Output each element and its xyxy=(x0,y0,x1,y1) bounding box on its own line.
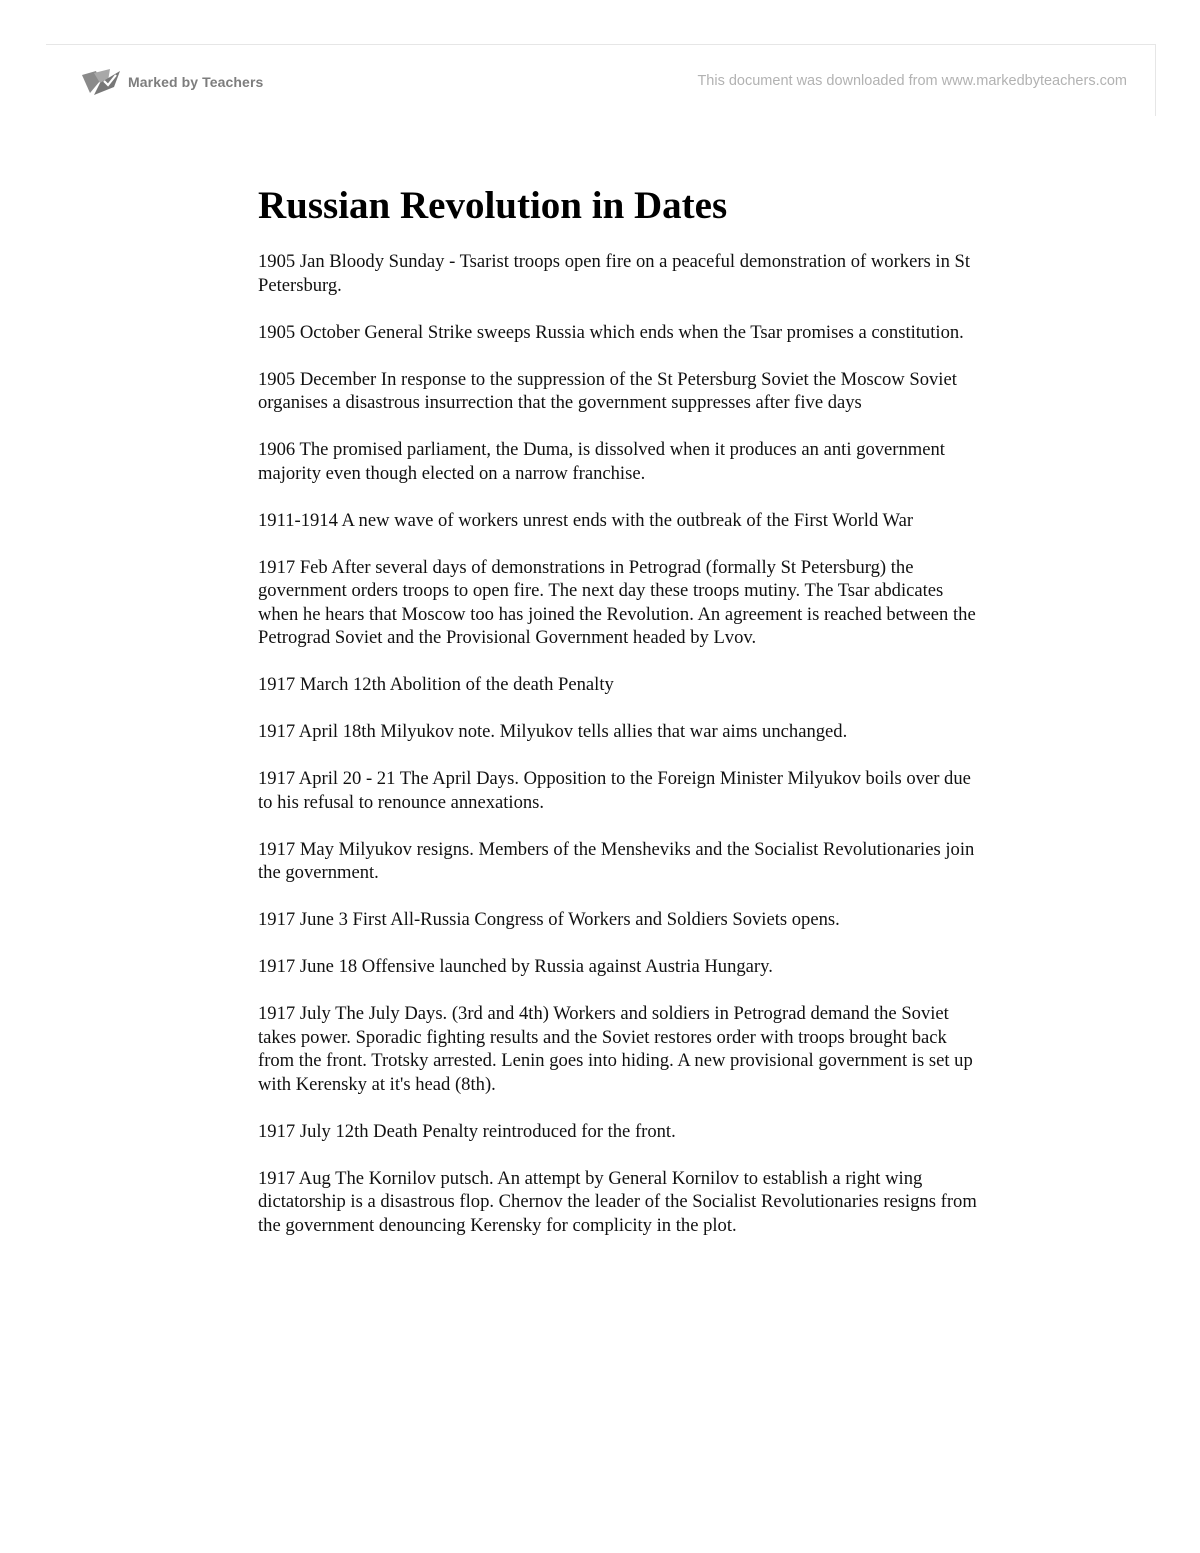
timeline-entry: 1911-1914 A new wave of workers unrest ends with the outbreak of the First World War xyxy=(258,509,914,531)
timeline-list xyxy=(258,250,978,1237)
timeline-entry: 1917 April 18th Milyukov note. Milyukov tells allies that war aims unchanged. xyxy=(258,721,848,742)
document-body xyxy=(258,182,978,1261)
site-logo[interactable] xyxy=(80,67,263,97)
timeline-entry: 1905 Jan Bloody Sunday - Tsarist troops open fire on a peaceful demonstration of workers in St Petersburg. xyxy=(258,251,971,296)
timeline-entry: 1906 The promised parliament, the Duma, is dissolved when it produces an anti government majority even though elected on a narrow franchise. xyxy=(258,439,945,484)
timeline-entry: 1917 Feb After several days of demonstrations in Petrograd (formally St Petersburg) the government orders troops to open fire. The next day these troops mutiny. The Tsar abdicates when he hears that Moscow too has joined the Revolution. An agreement is reached between the Petrograd Soviet and the Provisional Government headed by Lvov. xyxy=(258,556,976,648)
timeline-entry: 1917 March 12th Abolition of the death Penalty xyxy=(258,674,614,695)
timeline-entry: 1917 June 18 Offensive launched by Russia against Austria Hungary. xyxy=(258,956,773,977)
timeline-entry: 1917 April 20 - 21 The April Days. Opposition to the Foreign Minister Milyukov boils over due to his refusal to renounce annexations. xyxy=(258,768,971,813)
timeline-entry: 1917 Aug The Kornilov putsch. An attempt by General Kornilov to establish a right wing dictatorship is a disastrous flop. Chernov the leader of the Socialist Revolutionaries resigns from the government denouncing Kerensky for complicity in the plot. xyxy=(258,1167,977,1236)
timeline-entry: 1917 July 12th Death Penalty reintroduced for the front. xyxy=(258,1120,676,1142)
header-banner xyxy=(46,44,1156,116)
timeline-entry: 1917 June 3 First All-Russia Congress of Workers and Soldiers Soviets opens. xyxy=(258,909,840,930)
marked-by-teachers-logo-icon xyxy=(80,67,122,97)
download-source-note[interactable]: This document was downloaded from www.markedbyteachers.com xyxy=(697,73,1127,89)
logo-text: Marked by Teachers xyxy=(128,74,264,90)
timeline-entry: 1905 December In response to the suppression of the St Petersburg Soviet the Moscow Soviet organises a disastrous insurrection that the government suppresses after five days xyxy=(258,368,957,413)
timeline-entry: 1917 May Milyukov resigns. Members of the Mensheviks and the Socialist Revolutionaries join the government. xyxy=(258,838,975,883)
timeline-entry: 1917 July The July Days. (3rd and 4th) Workers and soldiers in Petrograd demand the Soviet takes power. Sporadic fighting results and the Soviet restores order with troops brought back from the front. Trotsky arrested. Lenin goes into hiding. A new provisional government is set up with Kerensky at it's head (8th). xyxy=(258,1003,973,1095)
document-title: Russian Revolution in Dates xyxy=(258,184,728,227)
timeline-entry: 1905 October General Strike sweeps Russia which ends when the Tsar promises a constitution. xyxy=(258,321,964,343)
